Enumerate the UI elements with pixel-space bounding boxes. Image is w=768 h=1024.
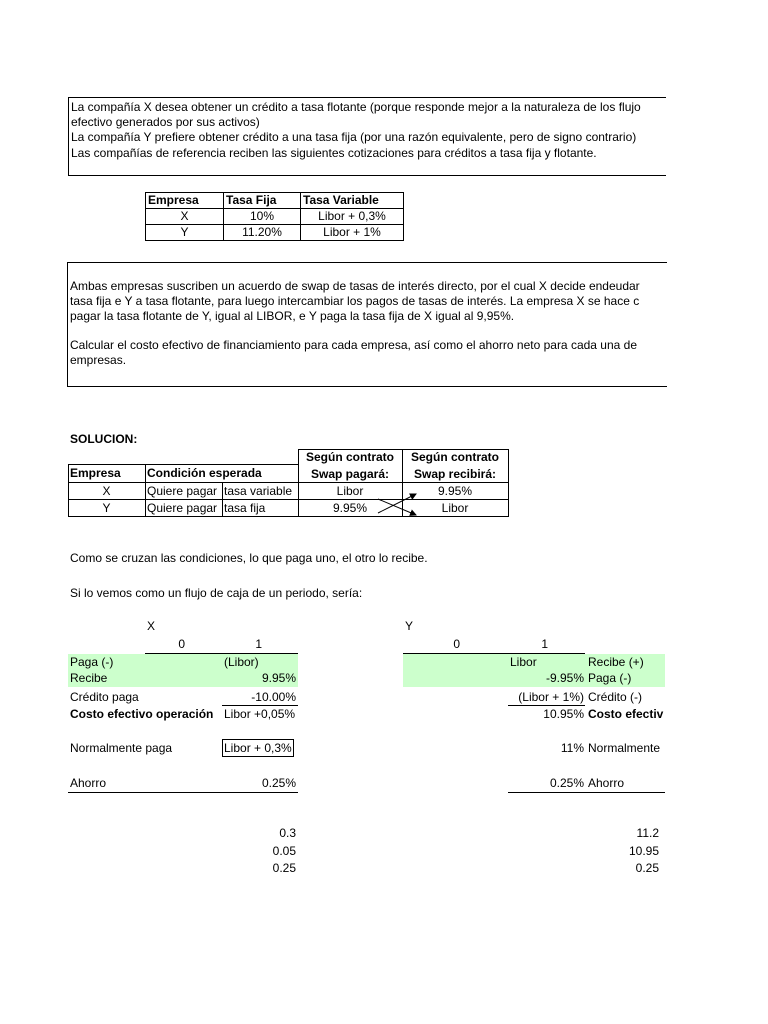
problem-line: Las compañías de referencia reciben las siguientes cotizaciones para créditos a tasa fija y flotante. xyxy=(71,146,597,160)
flow-y-row-value: 0.25% xyxy=(549,776,584,790)
solution-cell: Y xyxy=(102,501,111,515)
solution-title: SOLUCION: xyxy=(70,432,138,446)
flow-x-row-label: Paga (-) xyxy=(70,655,114,669)
quotes-cell: Y xyxy=(146,225,224,241)
flow-x-period: 1 xyxy=(255,637,262,651)
swap-line: Calcular el costo efectivo de financiamiento para cada empresa, así como el ahorro neto para cada una de xyxy=(70,338,637,352)
problem-line: efectivo generados por sus activos) xyxy=(71,115,260,129)
flow-x-row-label: Crédito paga xyxy=(70,690,139,704)
flow-y-row-label: Normalmente xyxy=(588,741,661,755)
flow-y-number: 11.2 xyxy=(636,826,659,840)
solution-cell: Quiere pagar xyxy=(147,484,218,498)
solution-cell: Libor xyxy=(441,501,469,515)
flow-x-row-label: Costo efectivo operación xyxy=(70,707,214,721)
crossing-arrows xyxy=(370,488,450,518)
problem-line: La compañía X desea obtener un crédito a tasa flotante (porque responde mejor a la naturaleza de los flujo xyxy=(71,100,641,114)
quotes-cell: X xyxy=(146,209,224,225)
flow-y-row-value: 11% xyxy=(560,741,584,755)
cross-note: Como se cruzan las condiciones, lo que paga uno, el otro lo recibe. xyxy=(70,551,428,565)
flow-y-row-label: Paga (-) xyxy=(588,671,632,685)
solution-cell: tasa fija xyxy=(224,501,266,515)
flow-x-row-value: 9.95% xyxy=(261,671,296,685)
quotes-cell: Libor + 0,3% xyxy=(301,209,404,225)
solution-cell: X xyxy=(102,484,111,498)
flow-y-row-value: (Libor + 1%) xyxy=(518,690,584,704)
swap-paga-header: Según contrato xyxy=(305,450,394,464)
flow-y-number: 0.25 xyxy=(635,861,659,875)
quotes-table xyxy=(145,192,404,241)
flow-x-period: 0 xyxy=(178,637,185,651)
flow-x-number: 0.05 xyxy=(272,844,296,858)
swap-text xyxy=(70,278,666,370)
swap-paga-subheader: Swap pagará: xyxy=(310,467,390,481)
flow-x-row-label: Recibe xyxy=(70,671,108,685)
flow-x-row-value: -10.00% xyxy=(251,690,296,704)
quotes-cell: 10% xyxy=(224,209,301,225)
swap-line: pagar la tasa flotante de Y, igual al LIBOR, e Y paga la tasa fija de X igual al 9,95%. xyxy=(70,309,515,323)
flow-x-row-label: Ahorro xyxy=(70,776,107,790)
flow-x-row-value: (Libor) xyxy=(224,655,259,669)
flow-y-row-label: Costo efectiv xyxy=(588,707,664,721)
flow-note: Si lo vemos como un flujo de caja de un periodo, sería: xyxy=(70,586,363,600)
flow-y-row-label: Ahorro xyxy=(588,776,625,790)
solution-header-condicion: Condición esperada xyxy=(147,466,262,480)
swap-recibe-header: Según contrato xyxy=(410,450,499,464)
problem-text xyxy=(71,99,665,167)
flow-x-label: X xyxy=(147,619,156,633)
flow-y-row-value: 10.95% xyxy=(543,707,584,721)
flow-x-number: 0.3 xyxy=(279,826,296,840)
flow-y-row-label: Crédito (-) xyxy=(588,690,643,704)
flow-y-label: Y xyxy=(405,619,414,633)
swap-line: tasa fija e Y a tasa flotante, para luego intercambiar los pagos de tasas de interés. La empresa X se hace c xyxy=(70,294,640,308)
flow-x-row-value: 0.25% xyxy=(261,776,296,790)
flow-y-number: 10.95 xyxy=(628,844,659,858)
flow-y-period: 0 xyxy=(453,637,460,651)
solution-cell: Quiere pagar xyxy=(147,501,218,515)
quotes-cell: 11.20% xyxy=(224,225,301,241)
swap-recibe-subheader: Swap recibirá: xyxy=(413,467,497,481)
quotes-cell: Libor + 1% xyxy=(301,225,404,241)
flow-x-number: 0.25 xyxy=(272,861,296,875)
flow-x-row-value: Libor +0,05% xyxy=(224,707,296,721)
swap-line: empresas. xyxy=(70,353,127,367)
solution-header-empresa: Empresa xyxy=(70,466,121,480)
flow-y-row-label: Recibe (+) xyxy=(588,655,644,669)
solution-cell: 9.95% xyxy=(437,484,473,498)
swap-line: Ambas empresas suscriben un acuerdo de swap de tasas de interés directo, por el cual X decide endeudar xyxy=(70,279,640,293)
solution-cell: tasa variable xyxy=(224,484,293,498)
flow-x-row-value: Libor + 0,3% xyxy=(224,741,292,755)
flow-y-row-value: Libor xyxy=(510,655,537,669)
quotes-header-fija: Tasa Fija xyxy=(224,193,301,209)
flow-y-row-value: -9.95% xyxy=(545,671,584,685)
flow-y-period: 1 xyxy=(541,637,548,651)
quotes-header-variable: Tasa Variable xyxy=(301,193,404,209)
quotes-header-empresa: Empresa xyxy=(146,193,224,209)
problem-line: La compañía Y prefiere obtener crédito a una tasa fija (por una razón equivalente, pero de signo contrario) xyxy=(71,130,637,144)
flow-x-row-label: Normalmente paga xyxy=(70,741,173,755)
solution-cell: 9.95% xyxy=(332,501,368,515)
solution-cell: Libor xyxy=(336,484,364,498)
